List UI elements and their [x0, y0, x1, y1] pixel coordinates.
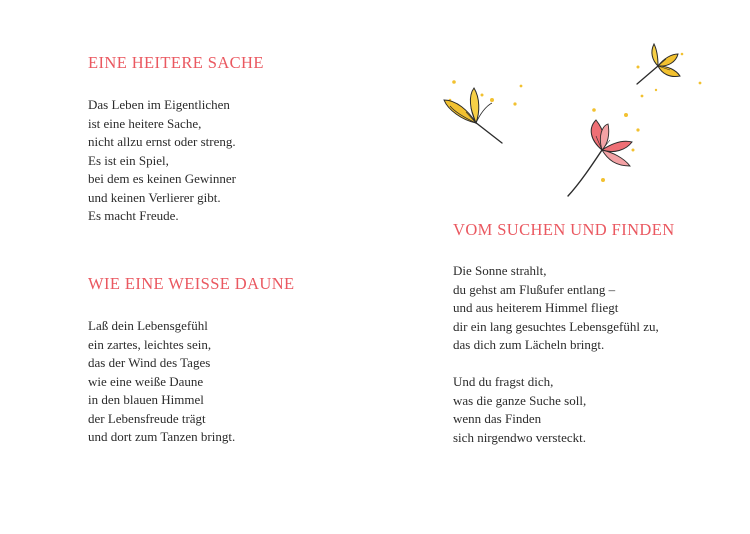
poem-line: Die Sonne strahlt,: [453, 263, 547, 278]
poem-lines: [88, 96, 264, 226]
poem-eine-heitere-sache: [88, 53, 264, 226]
poem-lines: [88, 317, 295, 447]
poem-line: bei dem es keinen Gewinner: [88, 171, 237, 186]
poem-line: und aus heiterem Himmel fliegt: [453, 300, 619, 315]
poem-line: wenn das Finden: [453, 411, 542, 426]
poem-line: du gehst am Flußufer entlang –: [453, 281, 616, 297]
yellow-flower-right-icon: [637, 44, 680, 84]
red-flower-center-icon: [568, 120, 632, 196]
poem-line: nicht allzu ernst oder streng.: [88, 134, 236, 149]
poem-title: EINE HEITERE SACHE: [88, 53, 264, 72]
yellow-flower-left-icon: [444, 88, 502, 143]
poem-line: Und du fragst dich,: [453, 374, 554, 389]
poem-vom-suchen-und-finden: [453, 220, 675, 447]
poem-title: VOM SUCHEN UND FINDEN: [453, 220, 675, 239]
poem-line: das der Wind des Tages: [88, 355, 211, 370]
poem-line: und keinen Verlierer gibt.: [88, 189, 221, 205]
flowers-icon: [410, 40, 710, 205]
poem-line: Es ist ein Spiel,: [88, 152, 169, 168]
poem-line: und dort zum Tanzen bringt.: [88, 429, 236, 444]
poem-title: WIE EINE WEISSE DAUNE: [88, 274, 295, 293]
stanza-break: [453, 355, 675, 374]
poem-line: was die ganze Suche soll,: [453, 392, 587, 408]
poem-line: ein zartes, leichtes sein,: [88, 336, 212, 352]
poem-line: in den blauen Himmel: [88, 392, 204, 407]
poem-line: wie eine weiße Daune: [88, 373, 204, 389]
poem-wie-eine-weisse-daune: [88, 274, 295, 447]
poem-line: Es macht Freude.: [88, 208, 179, 223]
poem-line: Laß dein Lebensgefühl: [88, 318, 208, 333]
poem-line: sich nirgendwo versteckt.: [453, 429, 586, 445]
poem-lines: [453, 262, 675, 447]
poem-line: Das Leben im Eigentlichen: [88, 97, 230, 112]
poem-line: der Lebensfreude trägt: [88, 410, 206, 426]
poem-line: das dich zum Lächeln bringt.: [453, 337, 605, 352]
poem-line: dir ein lang gesuchtes Lebensgefühl zu,: [453, 318, 659, 334]
poem-line: ist eine heitere Sache,: [88, 115, 202, 131]
